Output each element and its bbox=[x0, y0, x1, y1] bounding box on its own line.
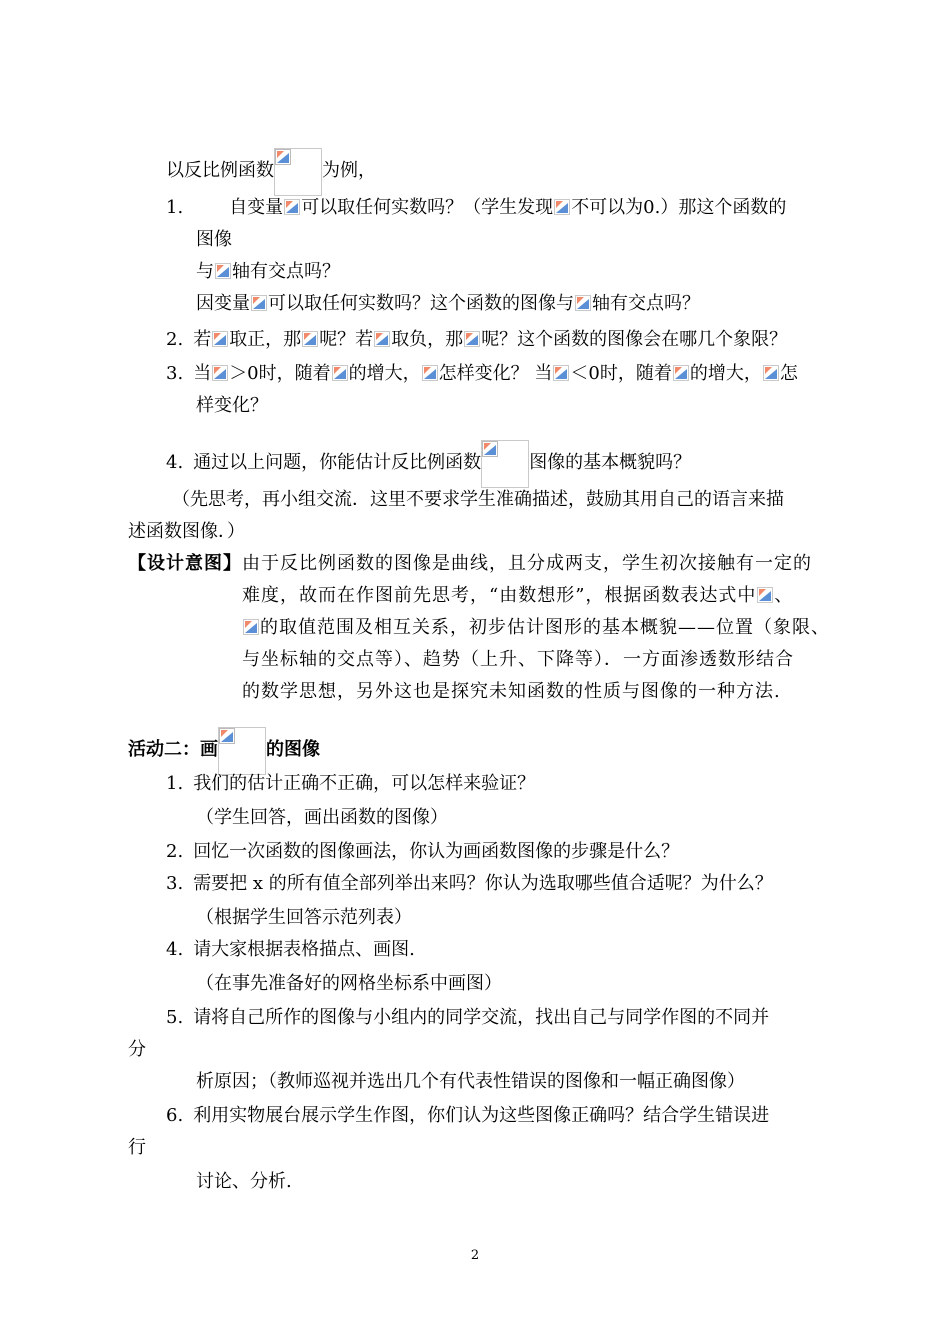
variable-image-icon bbox=[757, 587, 773, 603]
a2-item6-wrap: 行 bbox=[128, 1137, 146, 1158]
q1-line1: 1. 自变量 可以取任何实数吗？（学生发现 不可以为0.）那这个函数的 bbox=[166, 197, 787, 218]
design-intent-line1: 【设计意图】由于反比例函数的图像是曲线，且分成两支，学生初次接触有一定的 bbox=[128, 553, 812, 574]
a2-item5-wrap: 分 bbox=[128, 1039, 146, 1060]
a2-item5: 5. 请将自己所作的图像与小组内的同学交流，找出自己与同学作图的不同并 bbox=[166, 1007, 770, 1028]
variable-image-icon bbox=[332, 365, 348, 381]
axis-image-icon bbox=[215, 263, 231, 279]
variable-image-icon bbox=[284, 199, 300, 215]
q1-line2: 图像 bbox=[196, 229, 232, 250]
a2-item1: 1. 我们的估计正确不正确，可以怎样来验证？ bbox=[166, 773, 536, 794]
variable-image-icon bbox=[554, 199, 570, 215]
a2-item4: 4. 请大家根据表格描点、画图. bbox=[166, 939, 415, 960]
a2-item2: 2. 回忆一次函数的图像画法，你认为画函数图像的步骤是什么？ bbox=[166, 841, 680, 862]
variable-image-icon bbox=[422, 365, 438, 381]
a2-item6: 6. 利用实物展台展示学生作图，你们认为这些图像正确吗？结合学生错误进 bbox=[166, 1105, 770, 1126]
a2-item4-sub: （在事先准备好的网格坐标系中画图） bbox=[196, 973, 502, 994]
variable-image-icon bbox=[763, 365, 779, 381]
q1-line3: 与 轴有交点吗？ bbox=[196, 261, 340, 282]
formula-image-icon bbox=[218, 727, 266, 775]
note-line1: （先思考，再小组交流．这里不要求学生准确描述，鼓励其用自己的语言来描 bbox=[172, 489, 784, 510]
a2-item3-sub: （根据学生回答示范列表） bbox=[196, 907, 412, 928]
note-line2: 述函数图像．） bbox=[128, 521, 245, 542]
variable-image-icon bbox=[243, 619, 259, 635]
design-intent-line3: 的取值范围及相互关系，初步估计图形的基本概貌——位置（象限、 bbox=[242, 616, 830, 640]
design-intent-line5: 的数学思想，另外这也是探究未知函数的性质与图像的一种方法. bbox=[242, 681, 781, 702]
variable-image-icon bbox=[673, 365, 689, 381]
q3-line1: 3. 当 ＞0时，随着 的增大， 怎样变化？ 当 ＜0时，随着 的增大， 怎 bbox=[166, 363, 798, 384]
page-number: 2 bbox=[470, 1248, 480, 1263]
axis-image-icon bbox=[575, 295, 591, 311]
formula-image-icon bbox=[481, 440, 529, 488]
variable-image-icon bbox=[212, 331, 228, 347]
variable-image-icon bbox=[212, 365, 228, 381]
a2-item5-cont: 析原因；（教师巡视并选出几个有代表性错误的图像和一幅正确图像） bbox=[196, 1071, 745, 1092]
q3-line2: 样变化？ bbox=[196, 395, 268, 416]
design-intent-line4: 与坐标轴的交点等）、趋势（上升、下降等）．一方面渗透数形结合 bbox=[242, 649, 794, 670]
variable-image-icon bbox=[251, 295, 267, 311]
variable-image-icon bbox=[464, 331, 480, 347]
a2-item3: 3. 需要把 x 的所有值全部列举出来吗？你认为选取哪些值合适呢？为什么？ bbox=[166, 873, 773, 894]
variable-image-icon bbox=[302, 331, 318, 347]
variable-image-icon bbox=[553, 365, 569, 381]
q1-line4: 因变量 可以取任何实数吗？这个函数的图像与 轴有交点吗？ bbox=[196, 293, 700, 314]
a2-item6-cont: 讨论、分析. bbox=[196, 1171, 292, 1192]
design-intent-line2: 难度，故而在作图前先思考，“由数想形”，根据函数表达式中 、 bbox=[242, 585, 794, 606]
formula-image-icon bbox=[274, 148, 322, 196]
q4-line: 4. 通过以上问题，你能估计反比例函数 图像的基本概貌吗？ bbox=[166, 440, 691, 488]
design-intent-label: 【设计意图】 bbox=[128, 553, 242, 574]
intro-line: 以反比例函数 为例， bbox=[166, 148, 376, 196]
a2-item1-sub: （学生回答，画出函数的图像） bbox=[196, 807, 448, 828]
activity2-heading: 活动二：画 的图像 bbox=[128, 727, 320, 775]
variable-image-icon bbox=[374, 331, 390, 347]
q2-line: 2. 若 取正，那 呢？若 取负，那 呢？这个函数的图像会在哪几个象限？ bbox=[166, 329, 788, 350]
